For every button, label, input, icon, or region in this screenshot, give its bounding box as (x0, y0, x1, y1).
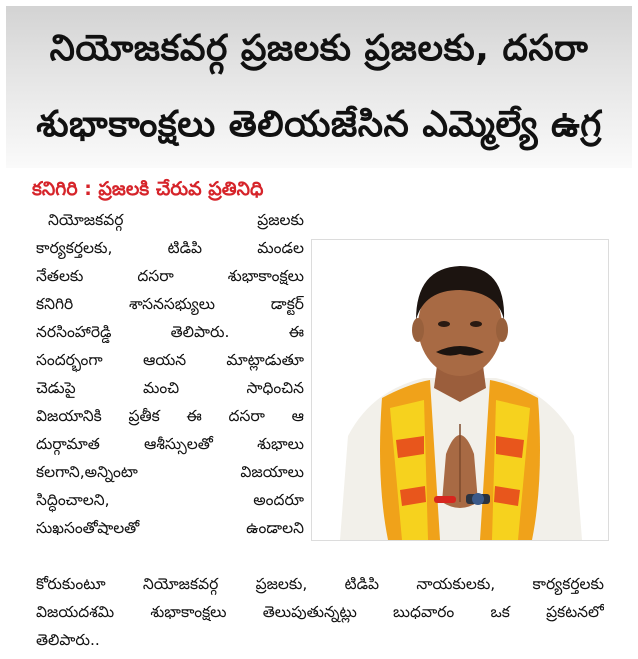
body-line: తెలిపారు.. (36, 631, 100, 649)
body-line: నేతలకు దసరా శుభాకాంక్షలు (36, 267, 304, 285)
article-body-column (36, 206, 304, 542)
body-line: కలగాని,అన్నింటా విజయాలు (36, 463, 304, 481)
body-line: కోరుకుంటూ నియోజకవర్గ ప్రజలకు, టిడిపి నాయకులకు, కార్యకర్తలకు (36, 575, 604, 593)
body-line: కార్యకర్తలకు, టిడిపి మండల (36, 239, 304, 257)
headline-line-2: శుభాకాంక్షలు తెలియజేసిన ఎమ్మెల్యే ఉగ్ర (36, 104, 602, 145)
body-line: సిద్ధించాలని, అందరూ (36, 491, 304, 509)
dateline: కనిగిరి : ప్రజలకి చేరువ ప్రతినిధి (32, 178, 264, 200)
mla-photo (311, 239, 609, 541)
headline-band (6, 6, 632, 168)
body-line: చెడుపై మంచి సాధించిన (36, 379, 304, 397)
article-body-full (36, 570, 604, 654)
headline-line-1: నియోజకవర్గ ప్రజలకు ప్రజలకు, దసరా (49, 28, 589, 69)
portrait-illustration (312, 240, 608, 540)
body-line: దుర్గామాత ఆశీస్సులతో శుభాలు (36, 435, 304, 453)
body-line: సందర్భంగా ఆయన మాట్లాడుతూ (36, 351, 304, 369)
body-line: నరసింహారెడ్డి తెలిపారు. ఈ (36, 323, 304, 341)
body-line: కనిగిరి శాసనసభ్యులు డాక్టర్ (36, 295, 304, 313)
body-line: విజయానికి ప్రతీక ఈ దసరా ఆ (36, 407, 304, 425)
body-line: నియోజకవర్గ ప్రజలకు (48, 211, 304, 229)
body-line: సుఖసంతోషాలతో ఉండాలని (36, 519, 304, 537)
news-clipping (6, 6, 632, 653)
body-line: విజయదశమి శుభాకాంక్షలు తెలుపుతున్నట్లు బుధవారం ఒక ప్రకటనలో (36, 603, 604, 621)
